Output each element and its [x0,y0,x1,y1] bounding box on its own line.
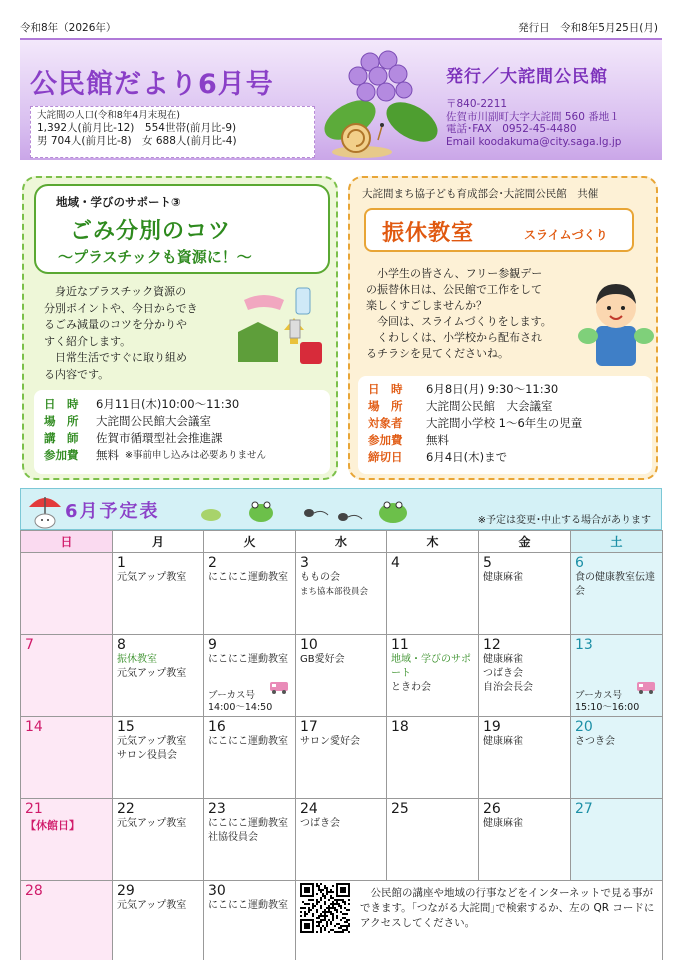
desc-line: 日常生活ですぐに取り組め [44,351,187,364]
recycling-title-box [34,184,330,274]
top-line [20,20,658,34]
calendar-day-cell [571,717,663,799]
calendar-day-cell [113,881,204,960]
mobile-library-bus-icon [269,679,291,695]
detail-value: 大詫間公民館 大会議室 [426,399,553,413]
detail-value: 無料 [426,433,449,447]
closed-day-label: 【休館日】 [25,819,80,832]
weekday-header-row [21,531,663,553]
population-box [30,106,315,158]
umbrella-character-icon [27,491,63,529]
mobile-library-line: ブーカス号 [208,690,256,701]
holiday-class-subtitle: スライムづくり [524,228,608,242]
calendar-day-cell [296,553,387,635]
calendar-day-cell [21,553,113,635]
calendar-day-cell [113,717,204,799]
mobile-library-info [575,690,639,714]
issue-date: 発行日 令和8年5月25日(月) [518,22,658,34]
desc-line: すく紹介します。 [44,334,132,348]
calendar-day-cell [113,635,204,717]
day-number: 6 [575,555,584,571]
schedule-title: 6月予定表 [65,501,160,522]
weekday-header: 日 [21,531,113,553]
detail-value: 6月8日(月) 9:30～11:30 [426,382,559,396]
day-number: 27 [575,801,593,817]
holiday-class-title-box [364,208,634,252]
frog-lifecycle-icon [197,493,427,529]
holiday-class-description [366,266,576,362]
recycling-subtitle: ～プラスチックも資源に！～ [58,248,252,266]
event-item: さつき会 [575,736,615,747]
calendar-day-cell [387,717,479,799]
event-item: まち協本部役員会 [300,587,369,597]
detail-row [44,447,320,464]
detail-key: 対象者 [368,416,403,430]
detail-row [368,415,642,432]
calendar-day-cell [571,799,663,881]
detail-value: 佐賀市循環型社会推進課 [96,431,223,445]
calendar-day-cell [21,881,113,960]
series-tag: 地域・学びのサポート③ [56,195,181,209]
child-slime-illustration-icon [576,270,656,370]
recyclables-illustration-icon [234,280,330,376]
event-item: 元気アップ教室 [117,668,187,679]
internet-info-cell [296,881,663,960]
event-item: 元気アップ教室 [117,736,187,747]
recycling-details [34,390,330,474]
event-item: 健康麻雀 [483,818,523,829]
calendar-day-cell [21,799,113,881]
calendar-day-cell [387,553,479,635]
event-item: サロン愛好会 [300,736,360,747]
weekday-header: 火 [204,531,296,553]
desc-line: くわしくは、小学校から配布され [366,331,542,344]
desc-line: 小学生の皆さん、フリー参観デー [366,267,543,280]
mobile-library-bus-icon [636,679,658,695]
desc-line: の振替休日は、公民館で工作をして [366,283,542,296]
calendar-day-cell [204,635,296,717]
calendar-day-cell [479,799,571,881]
recycling-description [44,284,234,383]
recycling-title: ごみ分別のコツ [70,219,232,244]
recycling-event-box [22,176,338,480]
event-item: 健康麻雀 [483,736,523,747]
detail-value: 無料 [96,448,119,462]
event-item: 健康麻雀 [483,572,523,583]
desc-line: 分別ポイントや、今日からでき [44,301,198,315]
desc-line: 楽しくすごしませんか？ [366,299,487,312]
day-number: 21 [25,801,43,817]
desc-line: るごみ減量のコツを分かりや [44,318,187,331]
day-number: 1 [117,555,126,571]
population-line: 1,392人(前月比-12) 554世帯(前月比-9) [37,122,237,134]
calendar-day-cell [387,799,479,881]
event-item: 元気アップ教室 [117,818,187,829]
day-number: 3 [300,555,309,571]
event-item: にこにこ運動教室 [208,572,288,583]
holiday-class-box [348,176,658,480]
newsletter-title: 公民館だより6月号 [30,69,274,100]
detail-key: 締切日 [368,450,403,464]
calendar-day-cell [204,799,296,881]
calendar-week-row [21,881,663,960]
weekday-header: 木 [387,531,479,553]
day-number: 15 [117,719,135,735]
calendar-day-cell [571,635,663,717]
event-item: GB愛好会 [300,654,345,665]
day-number: 25 [391,801,409,817]
detail-value: 大詫間公民館大会議室 [96,414,211,428]
day-number: 18 [391,719,409,735]
day-number: 13 [575,637,593,653]
day-number: 11 [391,637,409,653]
weekday-header: 金 [479,531,571,553]
detail-key: 日 時 [368,382,403,396]
event-item: ももの会 [300,572,340,583]
mobile-library-line: 14:00～14:50 [208,702,273,713]
event-item: 社協役員会 [208,832,258,843]
mobile-library-line: 15:10～16:00 [575,702,640,713]
calendar-day-cell [113,553,204,635]
desc-line: 今回は、スライムづくりをします。 [366,315,552,328]
day-number: 8 [117,637,126,653]
detail-value: 大詫間小学校 1～6年生の児童 [426,416,583,430]
holiday-class-title: 振休教室 [382,221,475,246]
calendar-day-cell [571,553,663,635]
day-number: 14 [25,719,43,735]
day-number: 17 [300,719,318,735]
detail-row [368,449,642,466]
event-item: 元気アップ教室 [117,572,187,583]
mobile-library-line: ブーカス号 [575,690,623,701]
calendar-day-cell [479,717,571,799]
calendar-week-row [21,553,663,635]
desc-line: る内容です。 [44,367,110,381]
day-number: 7 [25,637,34,653]
event-item: にこにこ運動教室 [208,900,288,911]
weekday-header: 月 [113,531,204,553]
desc-line: 身近なプラスチック資源の [44,285,187,298]
event-item: サロン役員会 [117,750,177,761]
event-item: 自治会長会 [483,682,533,693]
calendar-day-cell [479,635,571,717]
newsletter-header [20,38,662,160]
calendar-week-row [21,717,663,799]
calendar-week-row [21,635,663,717]
population-line: 大詫間の人口(令和8年4月末現在) [37,110,181,121]
day-number: 2 [208,555,217,571]
event-item: にこにこ運動教室 [208,736,288,747]
desc-line: るチラシを見てくださいね。 [366,347,509,360]
calendar-day-cell [296,717,387,799]
calendar-table [20,530,663,960]
day-number: 23 [208,801,226,817]
day-number: 20 [575,719,593,735]
detail-key: 日 時 [44,397,79,411]
event-item: にこにこ運動教室 [208,818,288,829]
day-number: 26 [483,801,501,817]
detail-row [368,432,642,449]
calendar-day-cell [21,635,113,717]
calendar-week-row [21,799,663,881]
calendar-day-cell [296,799,387,881]
day-number: 5 [483,555,492,571]
event-item: つばき会 [483,668,523,679]
event-item: 健康麻雀 [483,654,523,665]
day-number: 24 [300,801,318,817]
detail-row [368,381,642,398]
event-item: 食の健康教室伝達会 [575,572,655,597]
calendar-day-cell [21,717,113,799]
era-label: 令和8年（2026年） [20,22,117,34]
event-item: つばき会 [300,818,340,829]
qr-code-icon[interactable] [300,883,350,933]
day-number: 10 [300,637,318,653]
day-number: 9 [208,637,217,653]
contact-line: 〒840-2211 [446,98,508,110]
detail-key: 参加費 [368,433,403,447]
day-number: 28 [25,883,43,899]
detail-key: 場 所 [44,414,79,428]
day-number: 12 [483,637,501,653]
calendar-day-cell [204,881,296,960]
event-item: 地域・学びのサポート [391,654,471,679]
detail-key: 場 所 [368,399,403,413]
contact-line: 佐賀市川副町大字大詫間 560 番地１ [446,110,620,123]
event-item: ときわ会 [391,682,431,693]
mobile-library-info [208,690,272,714]
event-item: 元気アップ教室 [117,900,187,911]
weekday-header: 水 [296,531,387,553]
day-number: 19 [483,719,501,735]
cohost-tag: 大詫間まち協子ども育成部会･大詫間公民館 共催 [362,188,599,200]
detail-row [368,398,642,415]
publisher-name: 発行／大詫間公民館 [446,67,608,87]
holiday-class-details [358,376,652,474]
detail-key: 講 師 [44,431,79,445]
june-schedule [20,488,662,928]
day-number: 16 [208,719,226,735]
calendar-day-cell [387,635,479,717]
schedule-note: ※予定は変更･中止する場合があります [477,515,651,526]
day-number: 30 [208,883,226,899]
calendar-day-cell [296,635,387,717]
day-number: 29 [117,883,135,899]
detail-row [44,396,320,413]
calendar-day-cell [479,553,571,635]
detail-row [44,413,320,430]
detail-note: ※事前申し込みは必要ありません [125,450,266,461]
detail-row [44,430,320,447]
schedule-header [20,488,662,530]
day-number: 4 [391,555,400,571]
detail-value: 6月11日(木)10:00～11:30 [96,397,240,411]
contact-line: 電話･FAX 0952-45-4480 [446,123,577,135]
detail-value: 6月4日(木)まで [426,450,508,464]
calendar-day-cell [113,799,204,881]
calendar-day-cell [204,717,296,799]
contact-info [446,98,621,148]
weekday-header: 土 [571,531,663,553]
event-item: 振休教室 [117,654,157,665]
calendar-day-cell [204,553,296,635]
detail-key: 参加費 [44,448,79,462]
day-number: 22 [117,801,135,817]
internet-info [300,883,658,933]
internet-info-text: 公民館の講座や地域の行事などをインターネットで見る事ができます。｢つながる大詫間｣で検索するか、左の QR コードにアクセスしてください。 [360,886,655,929]
event-item: にこにこ運動教室 [208,654,288,665]
contact-email: Email koodakuma@city.saga.lg.jp [446,135,622,148]
hydrangea-snail-icon [320,40,440,160]
population-line: 男 704人(前月比-8) 女 688人(前月比-4) [37,135,237,147]
